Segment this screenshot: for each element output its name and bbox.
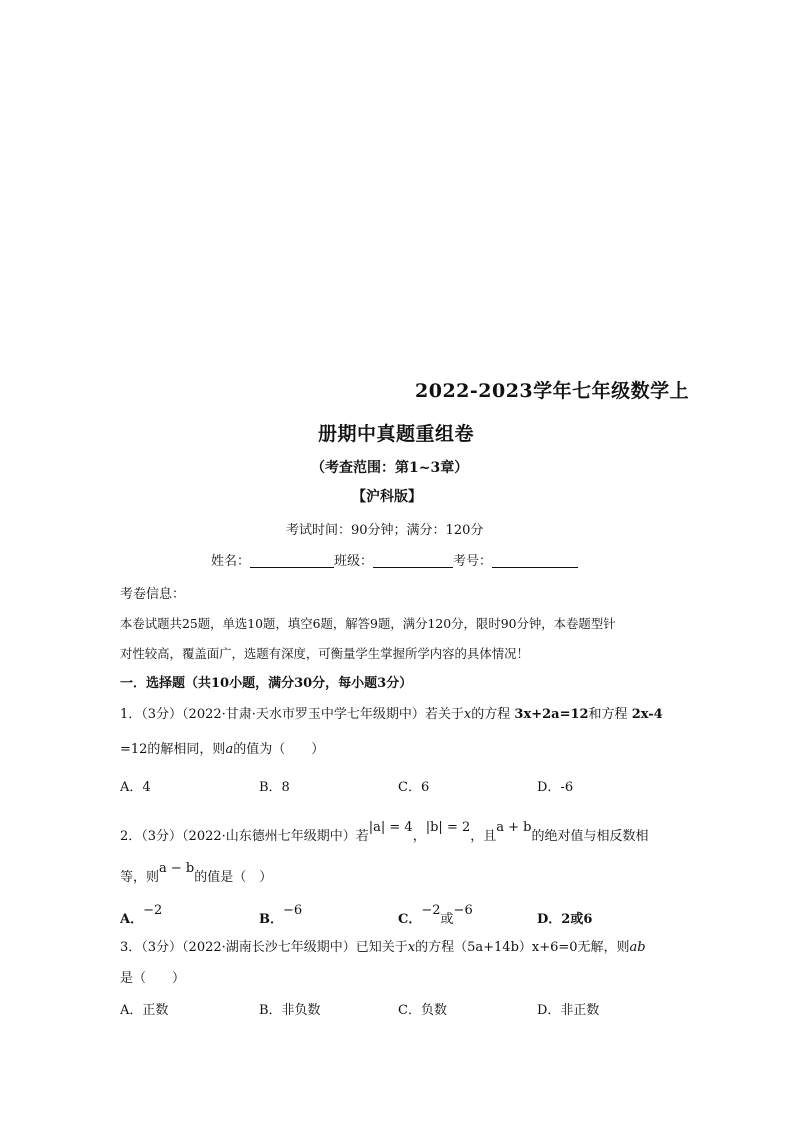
number-blank[interactable] [492, 553, 578, 568]
class-label: 班级： [334, 554, 374, 569]
q1-option-b[interactable]: B．8 [259, 780, 290, 795]
q2-abs-b: |b| = 2 [425, 820, 471, 835]
q2-option-c-or: 或 [440, 912, 454, 927]
q2-option-b-value: −6 [283, 903, 303, 918]
q2-option-c-label: C． [398, 912, 422, 927]
q2-option-d-label: D． [537, 912, 562, 927]
q1-equation-2: 2x-4 [631, 707, 663, 722]
q2-option-c-value-2: −6 [453, 903, 473, 918]
q1-var-a: a [225, 742, 234, 757]
q2-option-c[interactable] [398, 903, 473, 927]
q1-option-c[interactable]: C．6 [398, 780, 430, 795]
q1-line-2-a: =12的解相同，则 [120, 742, 226, 757]
q2-prefix: 2．（3分）（2022·山东德州七年级期中）若 [120, 829, 369, 844]
q2-option-c-value-1: −2 [421, 903, 441, 918]
info-line-1: 本卷试题共25题，单选10题，填空6题，解答9题，满分120分，限时90分钟，本卷题型针 [120, 616, 616, 631]
q1-mid-2: 和方程 [588, 707, 628, 722]
q2-mid: ，且 [470, 829, 497, 844]
class-blank[interactable] [373, 553, 453, 568]
q2-option-a[interactable] [120, 903, 163, 927]
q2-option-a-value: −2 [143, 903, 163, 918]
q1-prefix: 1．（3分）（2022·甘肃·天水市罗玉中学七年级期中）若关于 [120, 707, 464, 722]
q3-option-b[interactable]: B．非负数 [259, 1003, 321, 1018]
q2-suffix: 的绝对值与相反数相 [531, 829, 649, 844]
number-label: 考号： [453, 554, 493, 569]
q3-line-1 [120, 936, 646, 955]
q2-option-a-label: A． [120, 912, 144, 927]
title-line-2: 册期中真题重组卷 [318, 423, 475, 445]
edition-label: 【沪科版】 [352, 489, 422, 505]
time-info: 考试时间：90分钟；满分：120分 [286, 523, 484, 538]
q2-line-2-b: 的值是（ ） [194, 870, 273, 885]
q2-sum: a + b [496, 820, 532, 835]
q1-option-a[interactable]: A．4 [120, 780, 151, 795]
q2-option-b-label: B． [259, 912, 283, 927]
q3-var-ab: ab [629, 940, 646, 955]
q3-mid: 的方程（5a+14b）x+6=0无解，则 [415, 940, 630, 955]
q2-comma: ， [412, 829, 426, 844]
q1-line-2 [120, 738, 324, 757]
name-label: 姓名： [211, 554, 251, 569]
scope-subtitle: （考查范围：第1~3章） [311, 460, 469, 476]
q3-option-a[interactable]: A．正数 [120, 1003, 169, 1018]
q2-option-d[interactable] [537, 908, 592, 927]
section-heading: 一．选择题（共10小题，满分30分，每小题3分） [120, 676, 413, 691]
name-blank[interactable] [250, 553, 334, 568]
q1-line-1 [120, 703, 663, 722]
student-info-row [211, 550, 578, 569]
q1-mid-1: 的方程 [471, 707, 511, 722]
q3-var-x: x [407, 940, 416, 955]
q2-line-1 [120, 820, 649, 844]
q3-option-c[interactable]: C．负数 [398, 1003, 447, 1018]
q1-line-2-b: 的值为（ ） [233, 742, 325, 757]
title-line-1: 2022-2023学年七年级数学上 [415, 380, 690, 402]
q2-line-2 [120, 861, 273, 885]
q3-option-d[interactable]: D．非正数 [537, 1003, 600, 1018]
q1-equation-1: 3x+2a=12 [514, 707, 589, 722]
q1-option-d[interactable]: D．-6 [537, 780, 574, 795]
q3-prefix: 3．（3分）（2022·湖南长沙七年级期中）已知关于 [120, 940, 408, 955]
q1-var-x: x [463, 707, 472, 722]
q2-option-d-value: 2或6 [561, 912, 593, 927]
q2-abs-a: |a| = 4 [368, 820, 413, 835]
q2-option-b[interactable] [259, 903, 303, 927]
info-heading: 考卷信息： [120, 587, 186, 602]
q2-diff: a − b [159, 861, 195, 876]
q2-line-2-a: 等，则 [120, 870, 160, 885]
info-line-2: 对性较高，覆盖面广，选题有深度，可衡量学生掌握所学内容的具体情况！ [120, 646, 529, 661]
q3-line-2: 是（ ） [120, 971, 186, 986]
